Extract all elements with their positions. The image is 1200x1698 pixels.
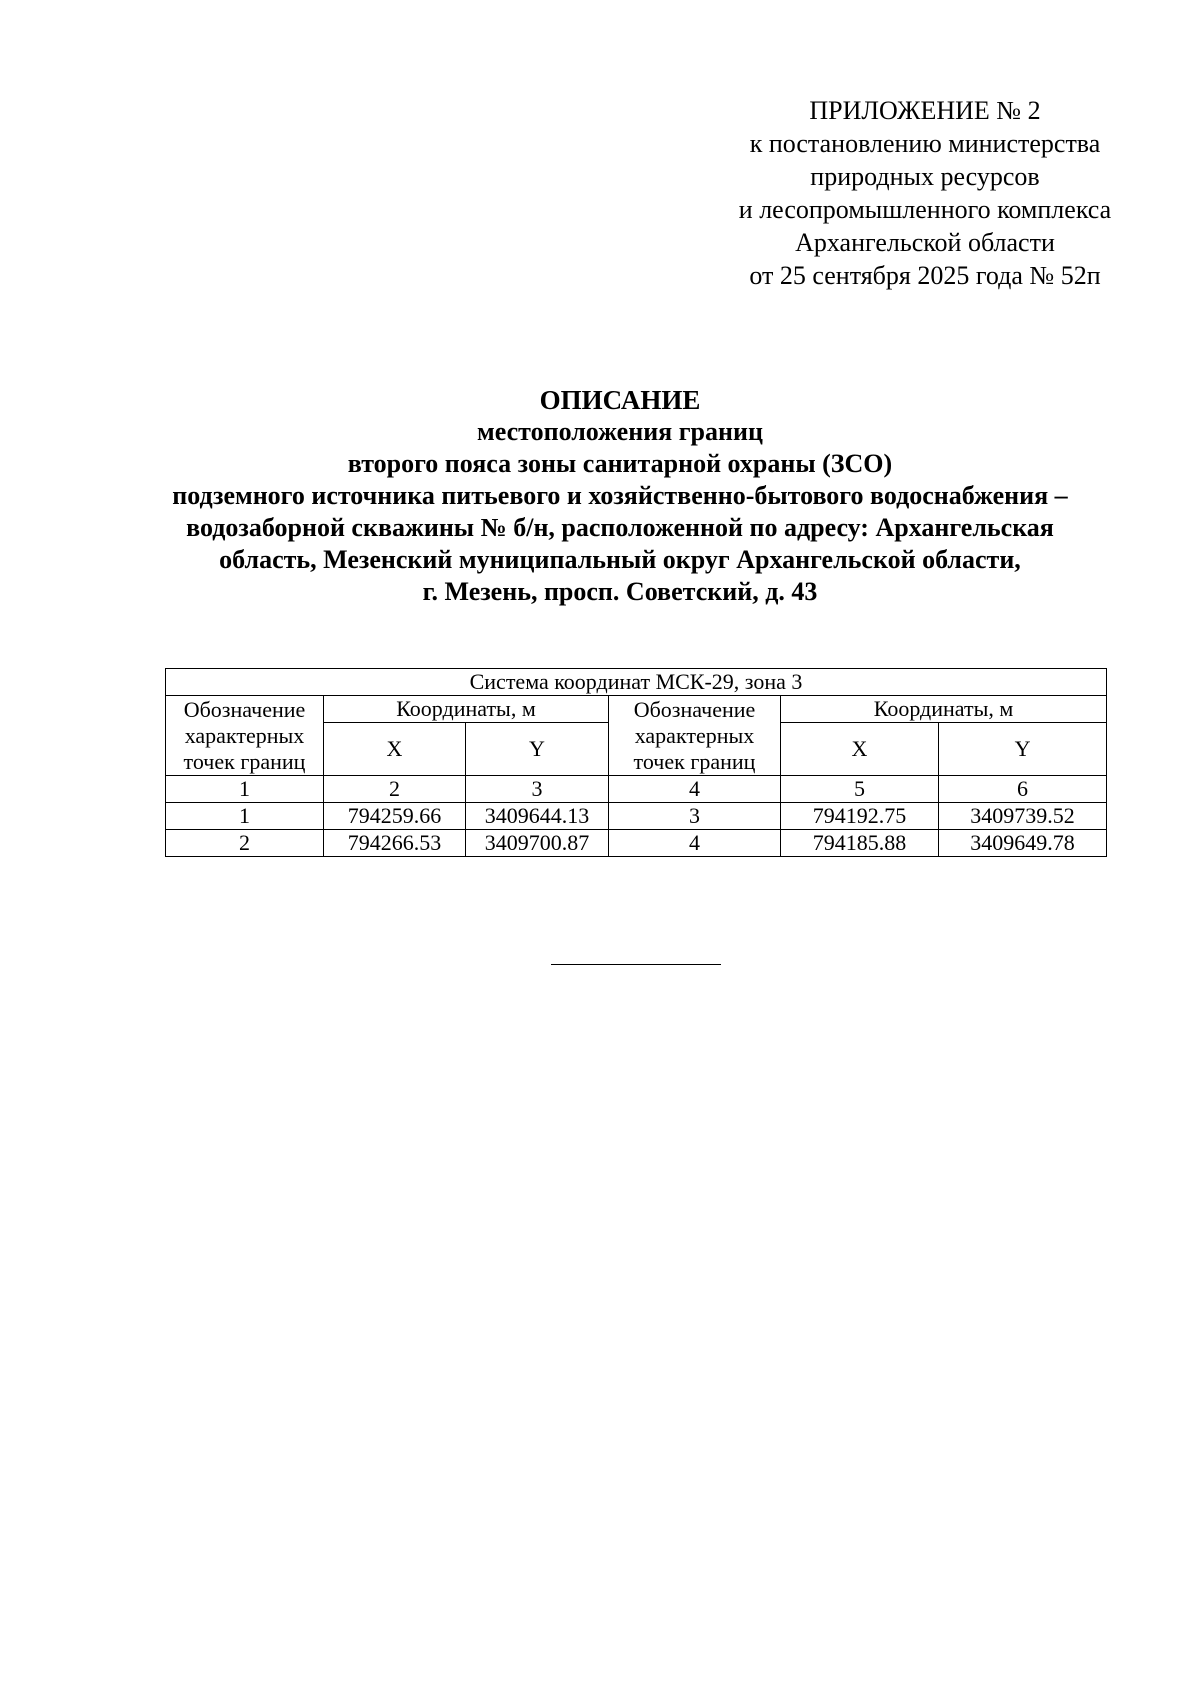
- title-line: г. Мезень, просп. Советский, д. 43: [422, 577, 818, 606]
- coords-header: Координаты, м: [324, 696, 609, 723]
- table-cell: 3409700.87: [466, 830, 609, 857]
- annex-line: природных ресурсов: [810, 162, 1040, 191]
- title-line: второго пояса зоны санитарной охраны (ЗСО): [347, 449, 893, 478]
- point-header: Обозначение характерных точек границ: [609, 696, 781, 776]
- title-line: местоположения границ: [477, 417, 763, 446]
- annex-header: [700, 94, 1150, 292]
- point-header: Обозначение характерных точек границ: [166, 696, 324, 776]
- table-cell: 794185.88: [781, 830, 939, 857]
- annex-line: и лесопромышленного комплекса: [738, 195, 1112, 224]
- table-row: [166, 830, 1107, 857]
- annex-line: к постановлению министерства: [749, 129, 1101, 158]
- table-cell: 794266.53: [324, 830, 466, 857]
- table-caption-row: [166, 669, 1107, 696]
- annex-line: Архангельской области: [795, 228, 1055, 257]
- column-number: 4: [609, 776, 781, 803]
- coords-header: Координаты, м: [781, 696, 1107, 723]
- document-title: [100, 384, 1140, 608]
- table-row: [166, 803, 1107, 830]
- table-cell: 3: [609, 803, 781, 830]
- table-cell: 3409649.78: [939, 830, 1107, 857]
- table-cell: 3409644.13: [466, 803, 609, 830]
- table-cell: 794192.75: [781, 803, 939, 830]
- table-cell: 4: [609, 830, 781, 857]
- table-cell: 2: [166, 830, 324, 857]
- y-header: Y: [466, 723, 609, 776]
- column-number: 5: [781, 776, 939, 803]
- annex-line: от 25 сентября 2025 года № 52п: [749, 261, 1101, 290]
- title-line: водозаборной скважины № б/н, расположенной по адресу: Архангельская: [186, 513, 1054, 542]
- table-header-row: [166, 696, 1107, 723]
- table-caption: Система координат МСК-29, зона 3: [166, 669, 1107, 696]
- title-line: область, Мезенский муниципальный округ Архангельской области,: [219, 545, 1021, 574]
- coordinates-table: [165, 668, 1107, 857]
- column-number: 3: [466, 776, 609, 803]
- y-header: Y: [939, 723, 1107, 776]
- column-number: 6: [939, 776, 1107, 803]
- column-number: 1: [166, 776, 324, 803]
- x-header: X: [781, 723, 939, 776]
- table-cell: 1: [166, 803, 324, 830]
- closing-divider: [551, 964, 721, 965]
- annex-line: ПРИЛОЖЕНИЕ № 2: [809, 96, 1041, 125]
- x-header: X: [324, 723, 466, 776]
- title-heading: ОПИСАНИЕ: [539, 385, 701, 415]
- title-line: подземного источника питьевого и хозяйственно-бытового водоснабжения –: [172, 481, 1068, 510]
- column-number-row: [166, 776, 1107, 803]
- table-cell: 794259.66: [324, 803, 466, 830]
- table-cell: 3409739.52: [939, 803, 1107, 830]
- column-number: 2: [324, 776, 466, 803]
